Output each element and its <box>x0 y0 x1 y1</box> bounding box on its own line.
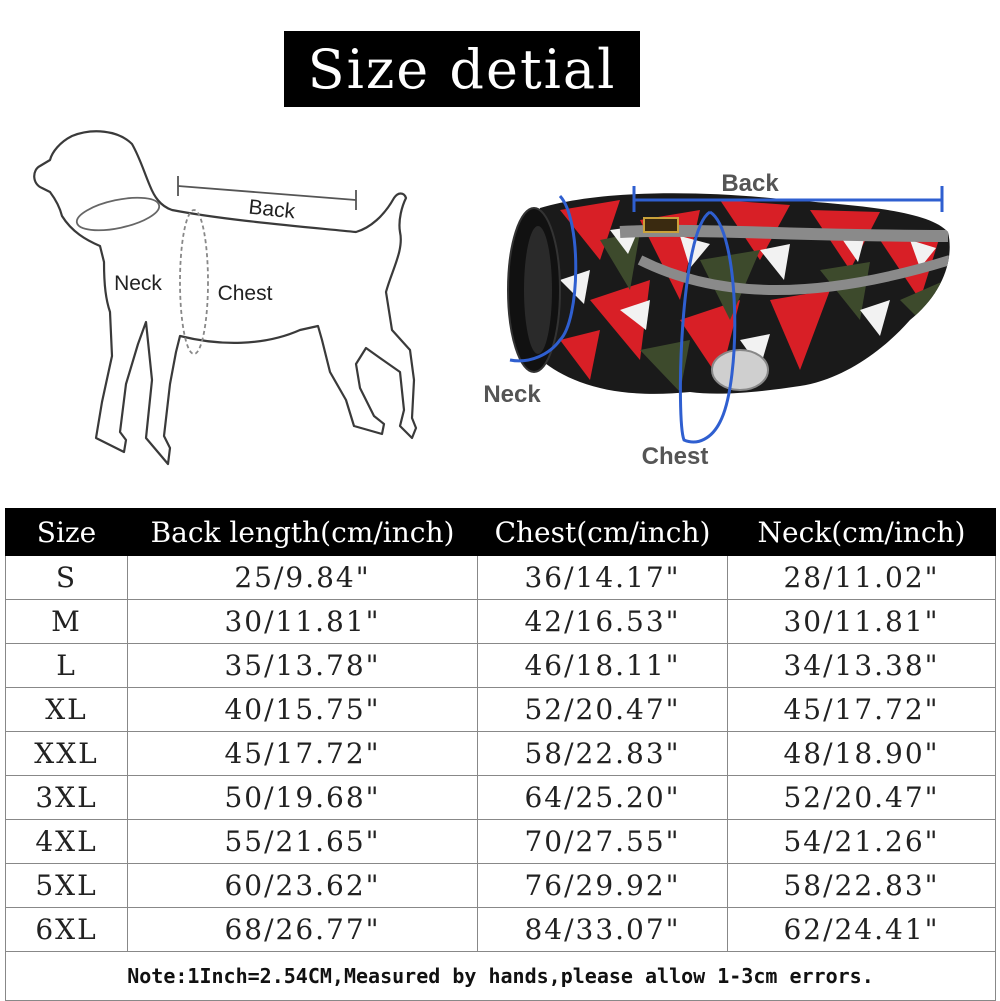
header-back-length: Back length(cm/inch) <box>128 509 478 556</box>
cell-back-length: 68/26.77" <box>128 908 478 952</box>
cell-chest: 52/20.47" <box>478 688 728 732</box>
right-chest-label: Chest <box>641 443 709 470</box>
cell-neck: 58/22.83" <box>728 864 996 908</box>
cell-back-length: 30/11.81" <box>128 600 478 644</box>
cell-back-length: 55/21.65" <box>128 820 478 864</box>
cell-size: S <box>6 556 128 600</box>
cell-chest: 42/16.53" <box>478 600 728 644</box>
table-row <box>6 556 996 600</box>
cell-chest: 46/18.11" <box>478 644 728 688</box>
right-back-label: Back <box>721 170 779 197</box>
cell-chest: 84/33.07" <box>478 908 728 952</box>
left-chest-label: Chest <box>217 282 273 305</box>
table-row <box>6 776 996 820</box>
cell-chest: 76/29.92" <box>478 864 728 908</box>
cell-neck: 54/21.26" <box>728 820 996 864</box>
table-row <box>6 600 996 644</box>
table-row <box>6 688 996 732</box>
cell-size: 3XL <box>6 776 128 820</box>
cell-size: XL <box>6 688 128 732</box>
cell-chest: 70/27.55" <box>478 820 728 864</box>
header-chest: Chest(cm/inch) <box>478 509 728 556</box>
cell-back-length: 45/17.72" <box>128 732 478 776</box>
cell-chest: 58/22.83" <box>478 732 728 776</box>
table-note-row <box>6 952 996 1001</box>
cell-chest: 64/25.20" <box>478 776 728 820</box>
cell-size: 4XL <box>6 820 128 864</box>
table-row <box>6 908 996 952</box>
right-neck-label: Neck <box>483 381 541 408</box>
header-neck: Neck(cm/inch) <box>728 509 996 556</box>
size-illustration <box>0 120 1000 490</box>
cell-back-length: 50/19.68" <box>128 776 478 820</box>
table-row <box>6 732 996 776</box>
measurement-note: Note:1Inch=2.54CM,Measured by hands,please allow 1-3cm errors. <box>6 952 996 1001</box>
cell-neck: 62/24.41" <box>728 908 996 952</box>
cell-size: XXL <box>6 732 128 776</box>
header-size: Size <box>6 509 128 556</box>
cell-neck: 28/11.02" <box>728 556 996 600</box>
size-chart-table <box>5 508 996 1001</box>
table-row <box>6 644 996 688</box>
cell-back-length: 25/9.84" <box>128 556 478 600</box>
cell-neck: 34/13.38" <box>728 644 996 688</box>
cell-neck: 45/17.72" <box>728 688 996 732</box>
cell-back-length: 35/13.78" <box>128 644 478 688</box>
left-neck-label: Neck <box>114 272 162 295</box>
table-row <box>6 820 996 864</box>
cell-size: 5XL <box>6 864 128 908</box>
cell-neck: 30/11.81" <box>728 600 996 644</box>
left-back-label: Back <box>247 195 297 224</box>
cell-size: M <box>6 600 128 644</box>
cell-size: L <box>6 644 128 688</box>
cell-size: 6XL <box>6 908 128 952</box>
page-title: Size detial <box>284 31 640 107</box>
cell-chest: 36/14.17" <box>478 556 728 600</box>
table-row <box>6 864 996 908</box>
cell-neck: 52/20.47" <box>728 776 996 820</box>
cell-back-length: 60/23.62" <box>128 864 478 908</box>
cell-back-length: 40/15.75" <box>128 688 478 732</box>
cell-neck: 48/18.90" <box>728 732 996 776</box>
table-header-row <box>6 509 996 556</box>
